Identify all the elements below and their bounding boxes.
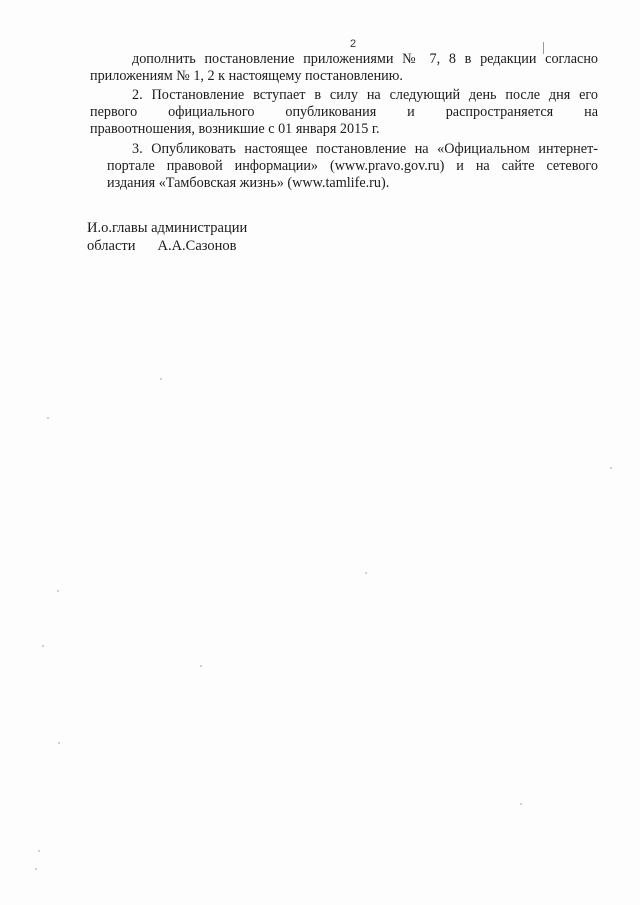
page-number: 2 [350, 38, 357, 50]
scan-speck [610, 467, 612, 469]
signatory-name: А.А.Сазонов [157, 238, 237, 254]
scan-speck [42, 645, 44, 647]
scan-speck [520, 803, 522, 805]
body-line-7: портале правовой информации» (www.pravo.gov.ru) и на сайте сетевого [107, 158, 598, 174]
body-line-8: издания «Тамбовская жизнь» (www.tamlife.ru). [107, 175, 390, 191]
scan-speck [160, 378, 162, 380]
paragraph-2 [90, 87, 598, 138]
body-line-3: 2. Постановление вступает в силу на следующий день после дня его [132, 87, 598, 103]
body-line-1: дополнить постановление приложениями № 7, 8 в редакции согласно [132, 51, 598, 67]
signature-title-line2: области [87, 238, 136, 254]
paragraph-1 [90, 51, 598, 85]
scan-speck [200, 665, 202, 667]
body-line-4: первого официального опубликования и распространяется на [90, 104, 598, 120]
scan-speck [57, 590, 59, 592]
signature-line2 [87, 237, 247, 255]
scan-speck [35, 868, 37, 870]
paragraph-3 [90, 141, 598, 192]
scan-speck [47, 417, 49, 419]
body-line-2: приложениям № 1, 2 к настоящему постановлению. [90, 68, 403, 84]
signature-title-line1: И.о.главы администрации [87, 220, 248, 236]
scan-speck [38, 850, 40, 852]
body-line-5: правоотношения, возникшие с 01 января 2015 г. [90, 121, 380, 137]
body-line-6: 3. Опубликовать настоящее постановление на «Официальном интернет- [132, 141, 598, 157]
scan-speck [58, 742, 60, 744]
scan-speck [365, 572, 367, 574]
signature-block [87, 219, 247, 255]
